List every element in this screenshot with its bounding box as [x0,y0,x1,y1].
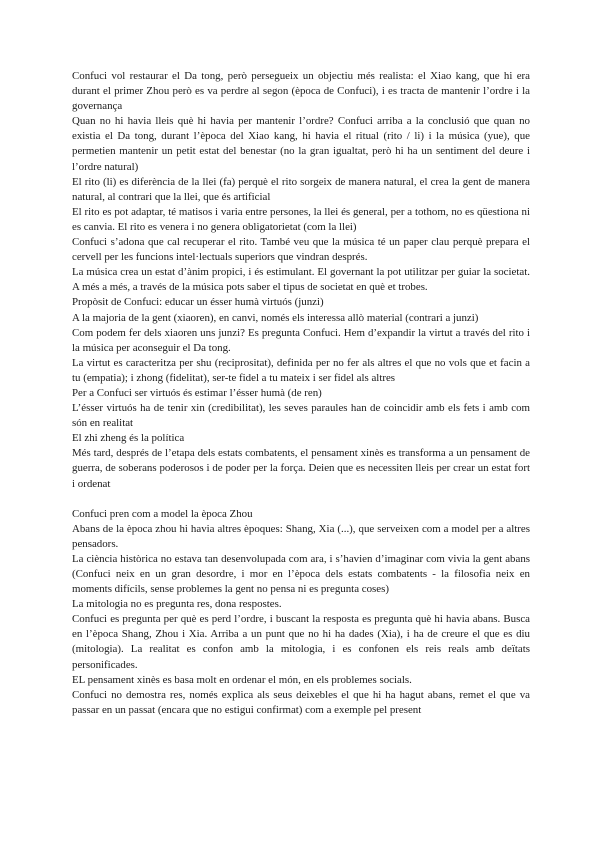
paragraph: Confuci no demostra res, només explica als seus deixebles el que hi ha hagut abans, remet el que va passar en un passat (encara que no estigui confirmat) com a exemple pel present [72,688,530,716]
paragraph: La virtut es caracteritza per shu (reciprositat), definida per no fer als altres el que no vols que et facin a tu (empatia); i zhong (fidelitat), ser-te fidel a tu mateix i ser fidel als altres [72,356,530,384]
paragraph: La ciència històrica no estava tan desenvolupada com ara, i s’havien d’imaginar com vivia la gent abans (Confuci neix en un gran desordre, i mor en l’època dels estats combatents - la filosofia neix en moments difícils, sense problemes la gent no pensa ni es pregunta coses) [72,552,530,596]
document-page [72,69,530,718]
paragraph: Confuci s’adona que cal recuperar el rito. També veu que la música té un paper clau perquè prepara el cervell per les funcions intel·lectuals superiors que vindran després. [72,236,530,264]
section-heading: Confuci pren com a model la època Zhou [72,507,253,520]
paragraph: El rito es pot adaptar, té matisos i varia entre persones, la llei és general, per a tothom, no es qüestiona ni es canvia. El rito es venera i no genera obligatorietat (com la llei) [72,205,530,233]
paragraph: L’ésser virtuós ha de tenir xin (credibilitat), les seves paraules han de coincidir amb els fets i amb com són en realitat [72,402,530,430]
paragraph: La mitologia no es pregunta res, dona respostes. [72,598,282,611]
paragraph: El zhi zheng és la política [72,432,185,445]
paragraph: El rito (li) es diferència de la llei (fa) perquè el rito sorgeix de manera natural, el crea la gent de manera natural, al contrari que la llei, que és artificial [72,175,530,203]
paragraph: Més tard, després de l’etapa dels estats combatents, el pensament xinès es transforma a un pensament de guerra, de soberans poderosos i de poder per la força. Deien que es necessiten lleis per crear un estat fort i ordenat [72,447,530,490]
paragraph: Quan no hi havia lleis què hi havia per mantenir l’ordre? Confuci arriba a la conclusió que quan no existia el Da tong, durant l’època del Xiao kang, hi havia el ritual (rito / li) i la música (yue), que permetien mantenir un petit estat del benestar (no la gran igualtat, però hi ha un sentiment del deure i l’ordre natural) [72,115,530,173]
section-gap [72,492,530,507]
paragraph: La música crea un estat d’ànim propici, i és estimulant. El governant la pot utilitzar per guiar la societat. A més a més, a través de la música pots saber el tipus de societat en què et trobes. [72,266,530,294]
paragraph: Confuci es pregunta per què es perd l’ordre, i buscant la resposta es pregunta què hi havia abans. Busca en l’època Shang, Zhou i Xia. Arriba a un punt que no hi ha dades (Xia), i ha de creure el que es diu (mitologia). La realitat es confon amb la mitologia, i es confonen els reis reals amb deïtats personificades. [72,613,530,671]
paragraph: Com podem fer dels xiaoren uns junzi? Es pregunta Confuci. Hem d’expandir la virtut a través del rito i la música per aconseguir el Da tong. [72,326,530,354]
paragraph: EL pensament xinès es basa molt en ordenar el món, en els problemes socials. [72,673,412,686]
paragraph: Propòsit de Confuci: educar un ésser humà virtuós (junzi) [72,296,324,309]
paragraph: A la majoria de la gent (xiaoren), en canvi, només els interessa allò material (contrari a junzi) [72,311,479,324]
paragraph: Confuci vol restaurar el Da tong, però persegueix un objectiu més realista: el Xiao kang, que hi era durant el primer Zhou però es va perdre al segon (època de Confuci), i es tracta de mantenir l’ordre i la governança [72,70,530,113]
paragraph: Per a Confuci ser virtuós és estimar l’ésser humà (de ren) [72,386,322,399]
paragraph: Abans de la època zhou hi havia altres èpoques: Shang, Xia (...), que serveixen com a model per a altres pensadors. [72,522,530,550]
